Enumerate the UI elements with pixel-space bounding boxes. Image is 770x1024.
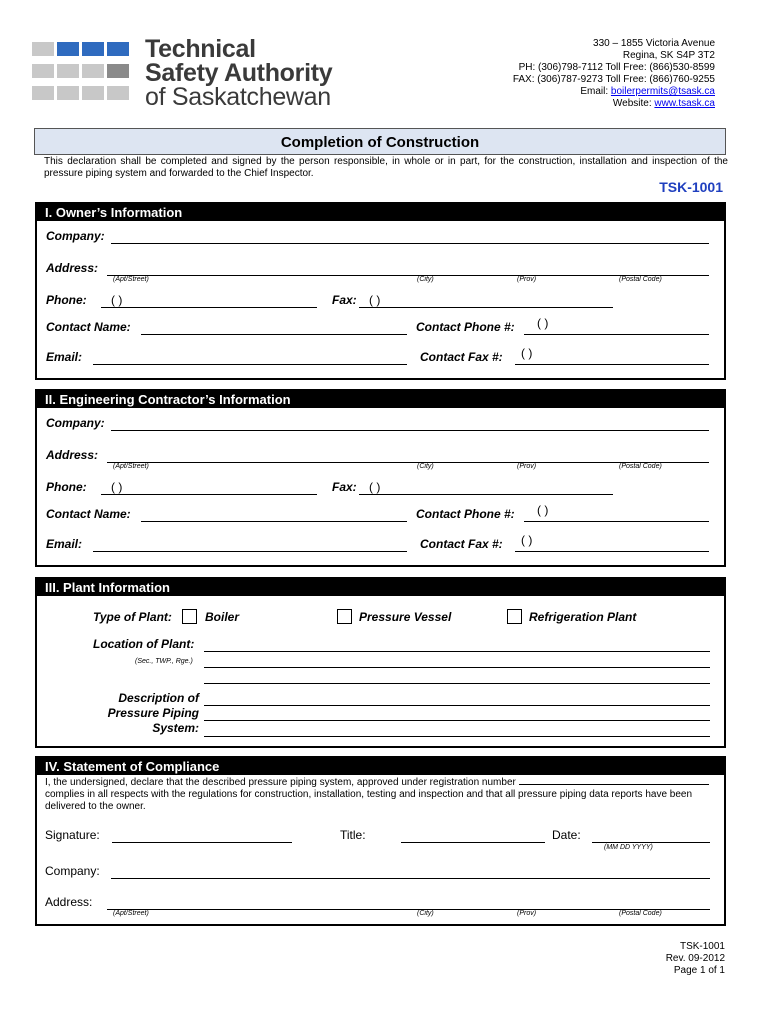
owner-contact-name-field[interactable] bbox=[141, 334, 407, 335]
owner-company-field[interactable] bbox=[111, 243, 709, 244]
owner-phone-field[interactable] bbox=[101, 307, 317, 308]
logo-mark bbox=[32, 42, 132, 104]
refrigeration-plant-checkbox[interactable] bbox=[507, 609, 522, 624]
owner-fax-field[interactable] bbox=[359, 307, 613, 308]
plant-location-line-3[interactable] bbox=[204, 683, 710, 684]
registration-number-field[interactable] bbox=[519, 784, 709, 785]
form-number: TSK-1001 bbox=[659, 179, 723, 195]
date-field[interactable] bbox=[592, 842, 710, 843]
description-field-2[interactable] bbox=[204, 720, 710, 721]
description-field-1[interactable] bbox=[204, 705, 710, 706]
plant-location-field[interactable] bbox=[204, 651, 710, 652]
plant-section: III. Plant Information Type of Plant: Boiler Pressure Vessel Refrigeration Plant Location of Plant: (Sec., TWP., Rge.) Description of Pressure Piping System: bbox=[35, 577, 726, 748]
compliance-statement: I, the undersigned, declare that the described pressure piping system, approved under registration number complies in all respects with the regulations for construction, installation, testing and inspection and that all pressure piping data reports have been delivered to the owner. bbox=[45, 777, 715, 813]
signature-field[interactable] bbox=[112, 842, 292, 843]
form-intro: This declaration shall be completed and signed by the person responsible, in whole or in part, for the construction, installation and inspection of the pressure piping system and forwarded to the Chief Inspector. bbox=[44, 156, 728, 179]
contractor-company-field[interactable] bbox=[111, 430, 709, 431]
owner-email-field[interactable] bbox=[93, 364, 407, 365]
section-header: III. Plant Information bbox=[37, 579, 724, 596]
page-footer: TSK-1001 Rev. 09-2012 Page 1 of 1 bbox=[665, 941, 725, 976]
owner-section: I. Owner’s Information Company: Address: (Apt/Street) (City) (Prov) (Postal Code) Phone: ( ) Fax: ( ) Contact Name: Contact Phone #: ( ) Email: Contact Fax #: ( ) bbox=[35, 202, 726, 380]
form-title: Completion of Construction bbox=[34, 128, 726, 155]
description-field-3[interactable] bbox=[204, 736, 710, 737]
email-link[interactable]: boilerpermits@tsask.ca bbox=[610, 86, 715, 97]
compliance-company-field[interactable] bbox=[111, 878, 710, 879]
compliance-section: IV. Statement of Compliance I, the undersigned, declare that the described pressure piping system, approved under registration number complies in all respects with the regulations for construction, installation, testing and inspection and that all pressure piping data reports have been delivered to the owner. Signature: Title: Date: (MM DD YYYY) Company: Address: (Apt/Street) (City) (Prov) (Postal Code) bbox=[35, 756, 726, 926]
section-header: IV. Statement of Compliance bbox=[37, 758, 724, 775]
contractor-contact-name-field[interactable] bbox=[141, 521, 407, 522]
contact-block: 330 – 1855 Victoria Avenue Regina, SK S4P 3T2 PH: (306)798-7112 Toll Free: (866)530-8599 FAX: (306)787-9273 Toll Free: (866)760-9255 Email: boilerpermits@tsask.ca Website: www.tsask.ca bbox=[512, 38, 715, 109]
section-header: I. Owner’s Information bbox=[37, 204, 724, 221]
contractor-fax-field[interactable] bbox=[359, 494, 613, 495]
contractor-contact-phone-field[interactable] bbox=[524, 521, 709, 522]
website-link[interactable]: www.tsask.ca bbox=[654, 98, 715, 109]
owner-contact-phone-field[interactable] bbox=[524, 334, 709, 335]
contractor-email-field[interactable] bbox=[93, 551, 407, 552]
contractor-contact-fax-field[interactable] bbox=[515, 551, 709, 552]
title-field[interactable] bbox=[401, 842, 545, 843]
owner-contact-fax-field[interactable] bbox=[515, 364, 709, 365]
boiler-checkbox[interactable] bbox=[182, 609, 197, 624]
contractor-phone-field[interactable] bbox=[101, 494, 317, 495]
contractor-section: II. Engineering Contractor’s Information Company: Address: (Apt/Street) (City) (Prov) (Postal Code) Phone: ( ) Fax: ( ) Contact Name: Contact Phone #: ( ) Email: Contact Fax #: ( ) bbox=[35, 389, 726, 567]
plant-location-line-2[interactable] bbox=[204, 667, 710, 668]
logo-text: Technical Safety Authority of Saskatchewan bbox=[145, 35, 333, 111]
pressure-vessel-checkbox[interactable] bbox=[337, 609, 352, 624]
section-header: II. Engineering Contractor’s Information bbox=[37, 391, 724, 408]
